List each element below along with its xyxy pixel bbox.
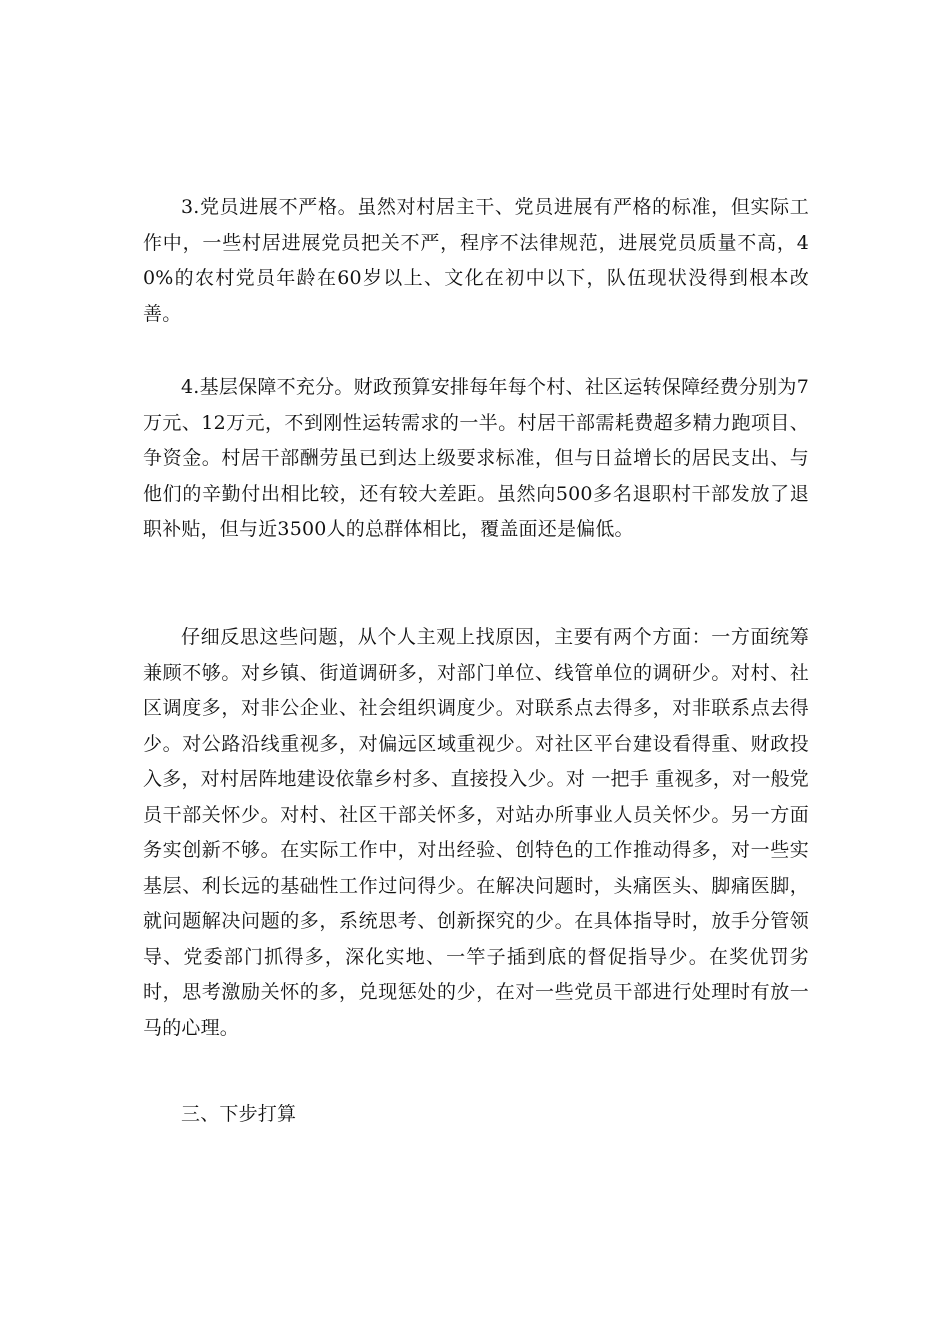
paragraph-grassroots-funding: 4.基层保障不充分。财政预算安排每年每个村、社区运转保障经费分别为7万元、12万元，不到刚性运转需求的一半。村居干部需耗费超多精力跑项目、争资金。村居干部酬劳虽已到达上级要求标准，但与日益增长的居民支出、与他们的辛勤付出相比较，还有较大差距。虽然向500多名退职村干部发放了退职补贴，但与近3500人的总群体相比，覆盖面还是偏低。 [143,376,809,540]
section-heading-next-steps: 三、下步打算 [181,1103,297,1125]
paragraph-reflection-causes: 仔细反思这些问题，从个人主观上找原因，主要有两个方面：一方面统筹兼顾不够。对乡镇、街道调研多，对部门单位、线管单位的调研少。对村、社区调度多，对非公企业、社会组织调度少。对联系点去得多，对非联系点去得少。对公路沿线重视多，对偏远区域重视少。对社区平台建设看得重、财政投入多，对村居阵地建设依靠乡村多、直接投入少。对 一把手 重视多，对一般党员干部关怀少。对村、社区干部关怀多，对站办所事业人员关怀少。另一方面务实创新不够。在实际工作中，对出经验、创特色的工作推动得多，对一些实基层、利长远的基础性工作过问得少。在解决问题时，头痛医头、脚痛医脚，就问题解决问题的多，系统思考、创新探究的少。在具体指导时，放手分管领导、党委部门抓得多，深化实地、一竿子插到底的督促指导少。在奖优罚劣时，思考激励关怀的多，兑现惩处的少，在对一些党员干部进行处理时有放一马的心理。 [143,626,809,1039]
paragraph-party-member-development: 3.党员进展不严格。虽然对村居主干、党员进展有严格的标准，但实际工作中，一些村居进展党员把关不严，程序不法律规范，进展党员质量不高，40%的农村党员年龄在60岁以上、文化在初中以下，队伍现状没得到根本改善。 [143,196,809,325]
